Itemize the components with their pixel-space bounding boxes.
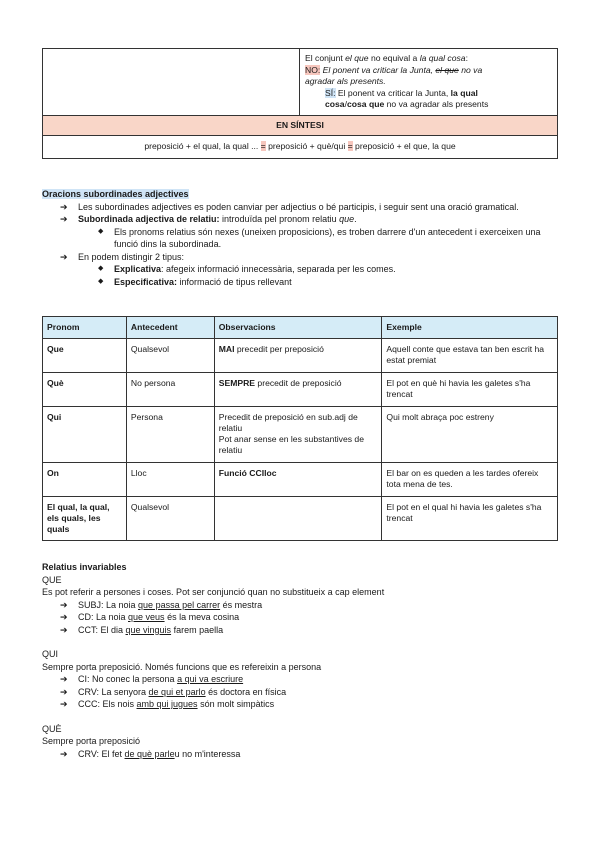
arrow-icon: ➔: [60, 201, 68, 212]
arrow-icon: ➔: [60, 612, 68, 622]
qui-description: Sempre porta preposició. Només funcions que es refereixin a persona: [42, 661, 322, 672]
diamond-bullet-icon: ◆: [98, 227, 104, 235]
arrow-icon: ➔: [60, 686, 68, 697]
list-item: ➔ SUBJ: La noia que passa pel carrer és mestra: [60, 599, 263, 610]
table-row: Qui Persona Precedit de preposició en sub.adj de relatiu Pot anar sense en les substantives de relatiu Qui molt abraça poc estreny: [43, 407, 558, 463]
arrow-icon: ➔: [60, 748, 68, 759]
no-label: NO:: [305, 64, 321, 75]
arrow-icon: ➔: [60, 624, 68, 635]
list-item: ➔ CRV: El fet de què parleu no m'interessa: [60, 748, 241, 759]
table-header-row: [43, 317, 558, 339]
formula-row: [43, 136, 558, 159]
list-item: ➔ CCC: Els nois amb qui jugues són molt simpàtics: [60, 699, 275, 709]
list-item: ➔ Subordinada adjectiva de relatiu: introduïda pel pronom relatiu que. ◆ Els pronoms relatius són nexes (uneixen proposicions), es troben darrere d'un antecedent i exerceixen una funció dins la subordinada.: [42, 213, 562, 251]
list-item: ➔ CCT: El dia que vinguis farem paella: [60, 624, 224, 635]
arrow-icon: ➔: [60, 599, 68, 610]
column-header: Pronom: [43, 317, 127, 339]
list-item: ◆ Explicativa: afegeix informació innecessària, separada per les comes.: [98, 264, 396, 274]
table-row: Què No persona SEMPRE precedit de preposició El pot en què hi havia les galetes s'ha trencat: [43, 373, 558, 407]
adjectives-section: [42, 188, 562, 288]
arrow-icon: ➔: [60, 214, 68, 224]
que-heading: QUE: [42, 574, 62, 585]
summary-empty-cell: [43, 49, 300, 116]
summary-table: [42, 48, 558, 159]
pronoun-table: [42, 316, 558, 541]
synthesis-row: [43, 115, 558, 136]
que-description: Es pot referir a persones i coses. Pot ser conjunció quan no substitueix a cap element: [42, 587, 385, 597]
que-accent-heading: QUÈ: [42, 723, 62, 734]
qui-heading: QUI: [42, 649, 59, 659]
invariables-section: [42, 561, 562, 760]
si-label: SÍ:: [325, 87, 336, 98]
column-header: Antecedent: [126, 317, 214, 339]
list-item: ➔ En podem distingir 2 tipus: ◆ Explicativa: afegeix informació innecessària, separada per les comes. ◆ Especificativa: informació de tipus rellevant: [42, 251, 562, 289]
column-header: Observacions: [214, 317, 382, 339]
list-item: ◆ Especificativa: informació de tipus rellevant: [98, 276, 292, 287]
table-row: On Lloc Funció CCIloc El bar on es queden a les tardes ofereix tota mena de tes.: [43, 463, 558, 497]
summary-row: [43, 49, 558, 116]
formula-cell: preposició + el qual, la qual ... = preposició + què/qui = preposició + el que, la que: [43, 136, 558, 159]
list-item: ➔ CI: No conec la persona a qui va escriure: [60, 674, 244, 684]
list-item: ➔ CRV: La senyora de qui et parlo és doctora en física: [60, 686, 287, 697]
section-title: Oracions subordinades adjectives: [42, 189, 189, 199]
synthesis-title: EN SÍNTESI: [43, 115, 558, 136]
list-item: ➔ Les subordinades adjectives es poden canviar per adjectius o bé participis, i seguir sent una oració gramatical.: [60, 201, 519, 212]
diamond-bullet-icon: ◆: [98, 265, 104, 272]
table-row: El qual, la qual, els quals, les quals Qualsevol El pot en el qual hi havia les galetes s'ha trencat: [43, 497, 558, 541]
arrow-icon: ➔: [60, 251, 68, 262]
que-accent-description: Sempre porta preposició: [42, 736, 141, 746]
column-header: Exemple: [382, 317, 558, 339]
list-item: ◆ Els pronoms relatius són nexes (uneixen proposicions), es troben darrere d'un antecedent i exerceixen una funció dins la subordinada.: [98, 226, 541, 249]
diamond-bullet-icon: ◆: [98, 277, 104, 285]
arrow-icon: ➔: [60, 674, 68, 684]
section-title: Relatius invariables: [42, 562, 127, 572]
table-row: Que Qualsevol MAI precedit per preposició Aquell conte que estava tan ben escrit ha estat premiat: [43, 339, 558, 373]
arrow-icon: ➔: [60, 699, 68, 709]
list-item: ➔ CD: La noia que veus és la meva cosina: [60, 612, 240, 622]
summary-note-cell: El conjunt el que no equival a la qual cosa: NO: El ponent va criticar la Junta, el que no va agradar als presents. SÍ: El ponent va criticar la Junta, la qual cosa/cosa que no va agradar als presents: [300, 49, 558, 116]
